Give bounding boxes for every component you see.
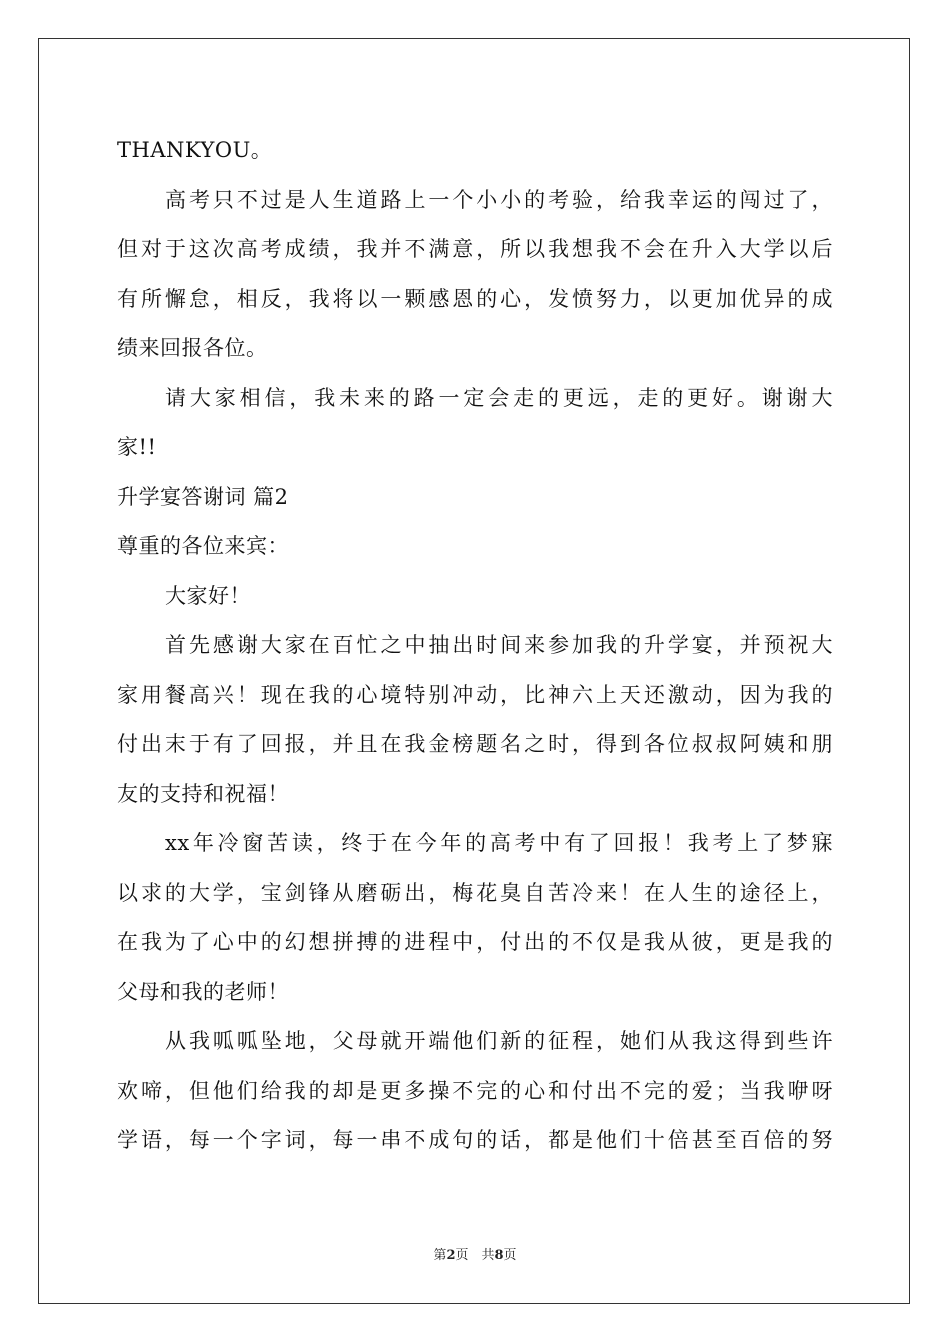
text-line: 但对于这次高考成绩，我并不满意，所以我想我不会在升入大学以后 (117, 237, 833, 261)
document-body (117, 130, 833, 1170)
text-line: 从我呱呱坠地，父母就开端他们新的征程，她们从我这得到些许 (165, 1029, 833, 1053)
page-footer (0, 1244, 950, 1263)
text-line: 以求的大学，宝剑锋从磨砺出，梅花臭自苦冷来！在人生的途径上， (117, 880, 833, 905)
text-line: 学语，每一个字词，每一串不成句的话，都是他们十倍甚至百倍的努 (117, 1128, 833, 1152)
footer-suffix: 页 (503, 1248, 517, 1263)
text-line: 父母和我的老师！ (117, 979, 289, 1004)
text-line: 高考只不过是人生道路上一个小小的考验，给我幸运的闯过了， (165, 187, 833, 212)
text-line: 付出末于有了回报，并且在我金榜题名之时，得到各位叔叔阿姨和朋 (117, 732, 833, 756)
text-line: 在我为了心中的幻想拼搏的进程中，付出的不仅是我从彼，更是我的 (117, 930, 833, 954)
text-line: 首先感谢大家在百忙之中抽出时间来参加我的升学宴，并预祝大 (165, 633, 833, 657)
text-line: 请大家相信，我未来的路一定会走的更远，走的更好。谢谢大 (165, 385, 833, 410)
text-line: xx年冷窗苦读，终于在今年的高考中有了回报！我考上了梦寐 (165, 831, 833, 855)
footer-prefix: 第 (433, 1248, 447, 1263)
text-line: 家!! (117, 435, 157, 459)
text-line: THANKYOU。 (117, 138, 273, 162)
text-line: 友的支持和祝福！ (117, 781, 289, 806)
footer-mid: 页 共 (455, 1248, 495, 1263)
text-line: 绩来回报各位。 (117, 336, 268, 360)
footer-total-pages: 8 (494, 1248, 504, 1263)
text-line: 有所懈怠，相反，我将以一颗感恩的心，发愤努力，以更加优异的成 (117, 286, 833, 311)
text-line: 家用餐高兴！现在我的心境特别冲动，比神六上天还激动，因为我的 (117, 682, 833, 707)
text-line: 尊重的各位来宾： (117, 534, 289, 558)
text-line: 欢啼，但他们给我的却是更多操不完的心和付出不完的爱；当我咿呀 (117, 1078, 833, 1103)
text-line: 大家好！ (165, 583, 251, 608)
footer-page-number: 2 (446, 1248, 456, 1263)
text-line: 升学宴答谢词 篇2 (117, 484, 289, 509)
